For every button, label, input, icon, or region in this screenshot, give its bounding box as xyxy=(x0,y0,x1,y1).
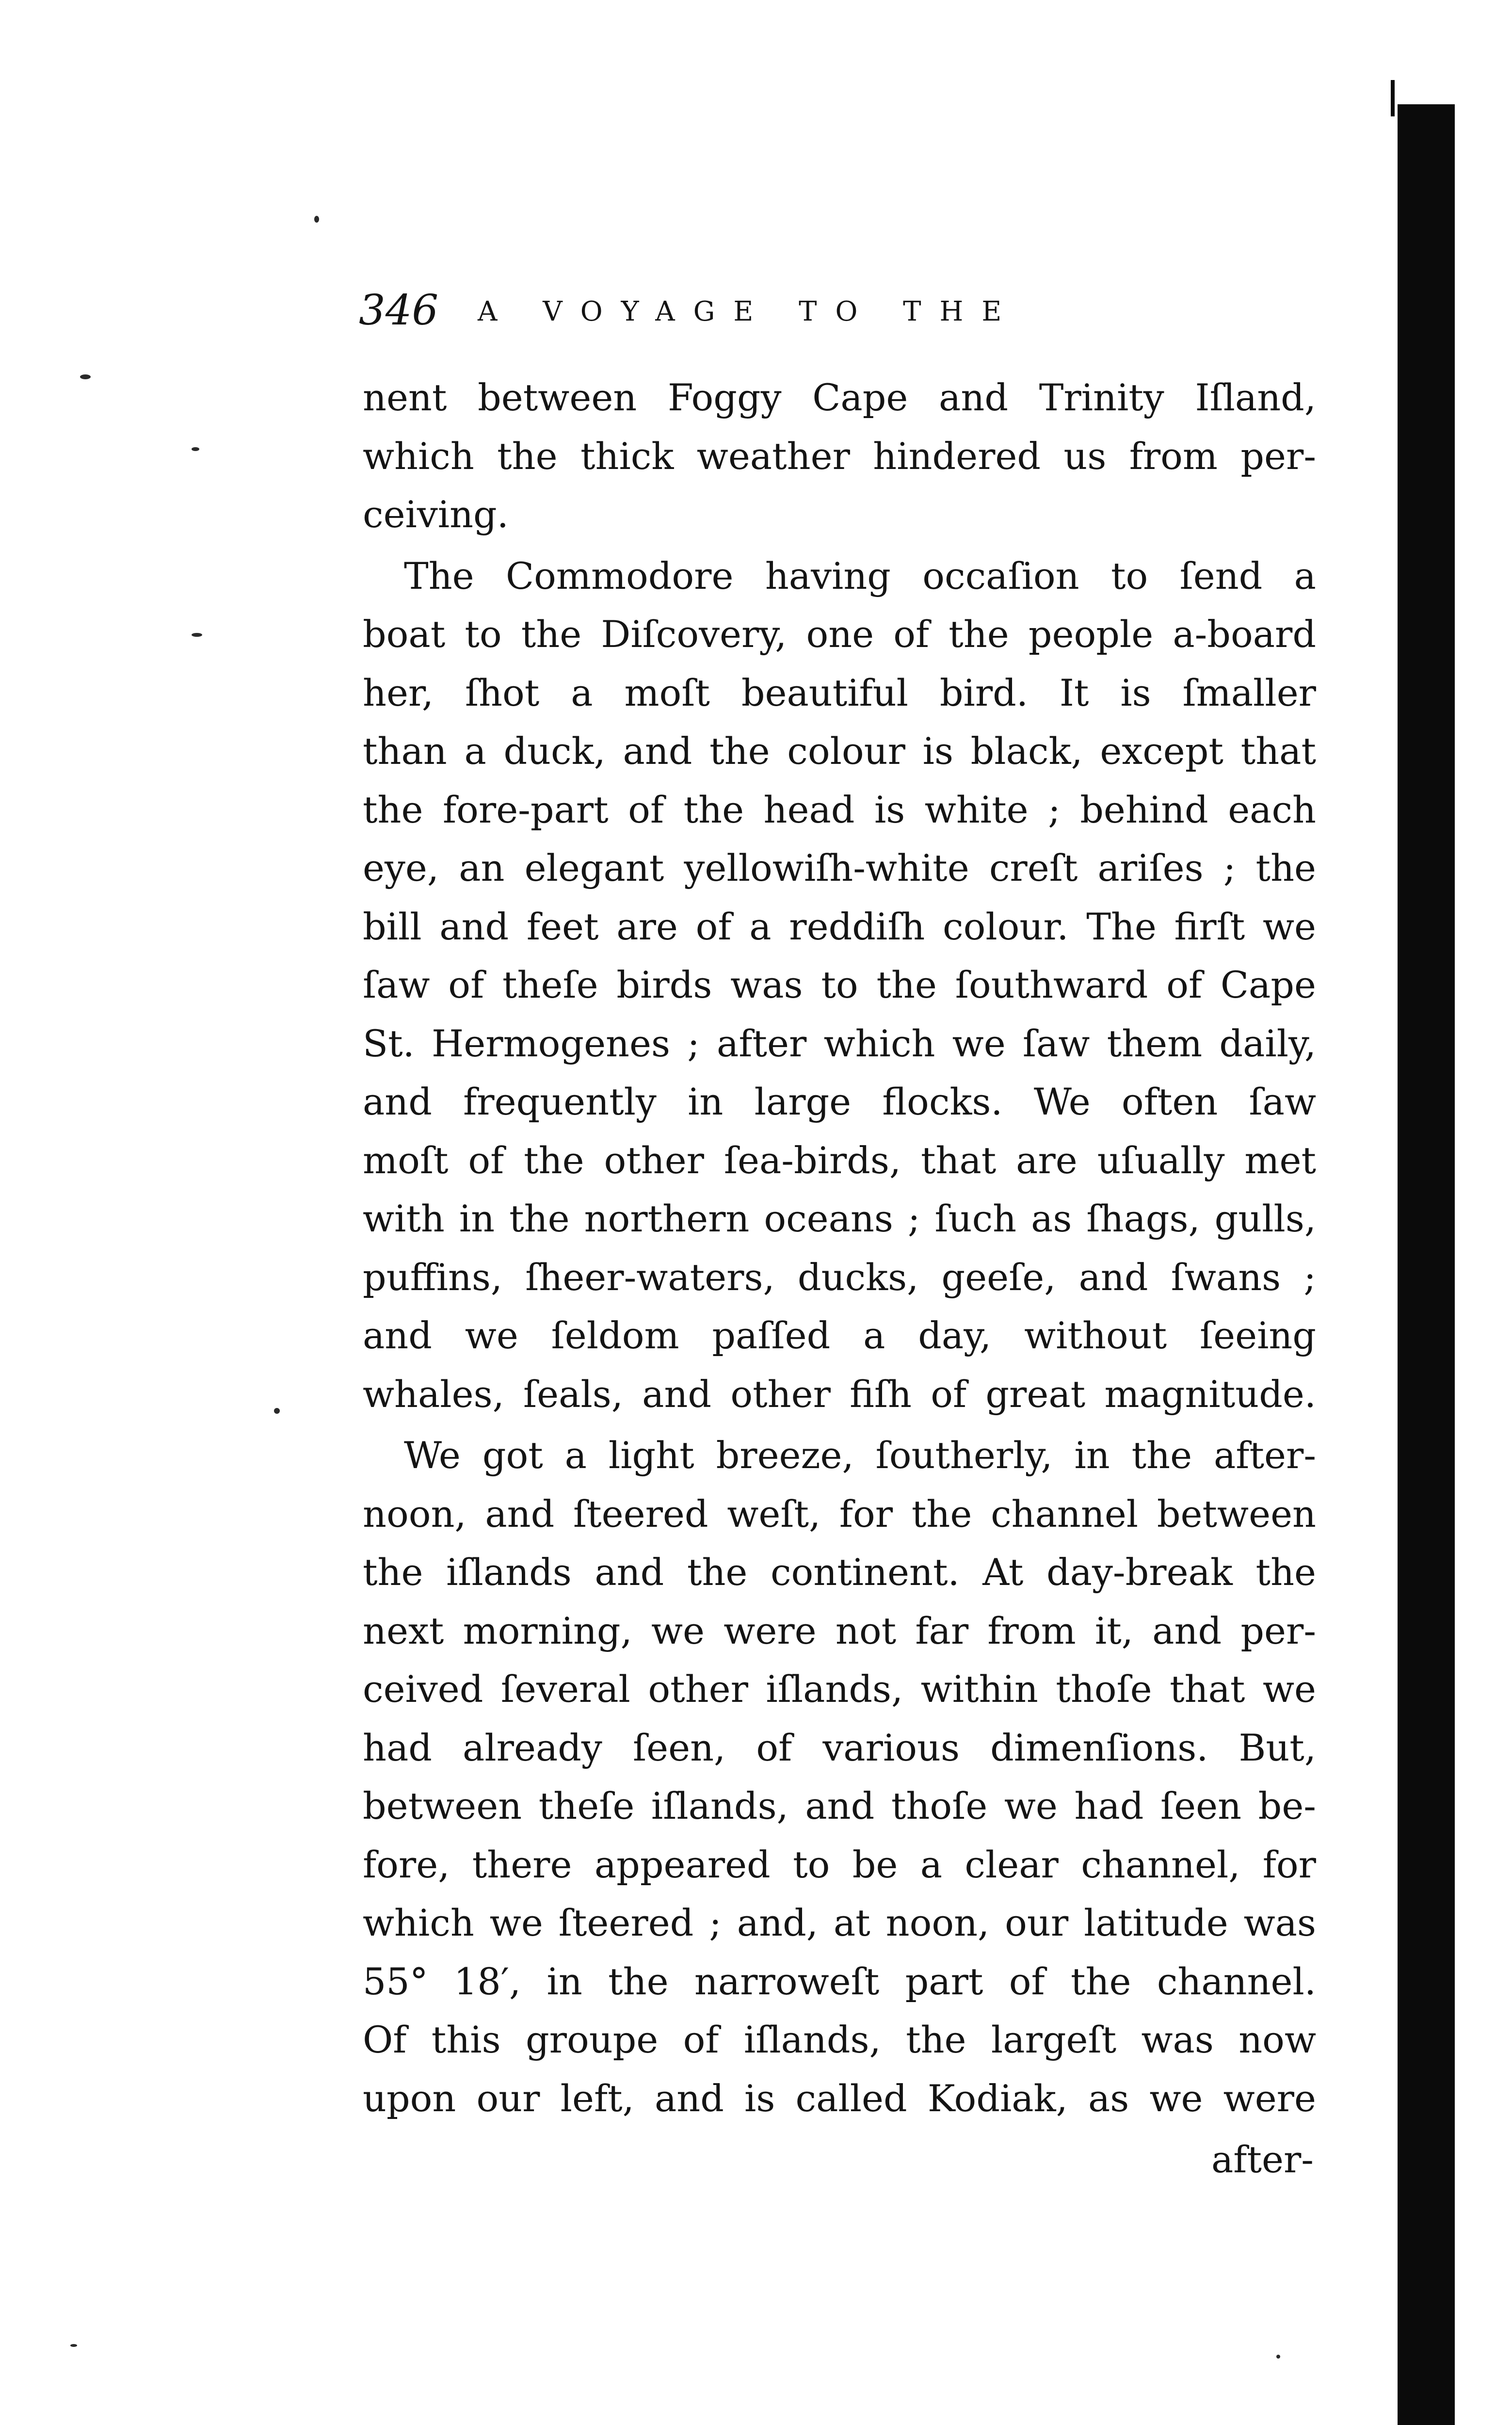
spine-shadow-bar xyxy=(1398,104,1455,2425)
text-line: ceived ſeveral other iſlands, within thoſe that we xyxy=(363,1667,1316,1711)
ink-speck xyxy=(70,2344,77,2347)
text-line: whales, ſeals, and other fiſh of great magnitude. xyxy=(363,1372,1316,1416)
text-line: Of this groupe of iſlands, the largeſt was now xyxy=(363,2018,1316,2061)
text-line: puffins, ſheer-waters, ducks, geeſe, and ſwans ; xyxy=(363,1255,1316,1299)
text-line: bill and feet are of a reddiſh colour. The firſt we xyxy=(363,905,1316,948)
text-line: next morning, we were not far from it, and per- xyxy=(363,1609,1316,1652)
running-head xyxy=(359,284,1115,337)
ink-speck xyxy=(192,633,202,637)
ink-speck xyxy=(314,216,319,223)
text-line: St. Hermogenes ; after which we ſaw them daily, xyxy=(363,1021,1316,1065)
text-line: boat to the Diſcovery, one of the people a-board xyxy=(363,613,1316,656)
spine-tick-mark xyxy=(1391,80,1395,116)
text-line: ceiving. xyxy=(363,493,509,536)
text-line: nent between Foggy Cape and Trinity Iſland, xyxy=(363,376,1316,419)
ink-speck xyxy=(80,374,91,379)
catchword: after- xyxy=(1211,2138,1314,2181)
text-line: which we ſteered ; and, at noon, our latitude was xyxy=(363,1901,1316,1944)
text-line: her, ſhot a moſt beautiful bird. It is ſmaller xyxy=(363,671,1316,714)
text-line: fore, there appeared to be a clear channel, for xyxy=(363,1843,1316,1886)
text-line: and frequently in large flocks. We often ſaw xyxy=(363,1080,1316,1123)
text-line: noon, and ſteered weſt, for the channel between xyxy=(363,1492,1316,1536)
text-line: eye, an elegant yellowiſh-white creſt ariſes ; the xyxy=(363,846,1316,889)
text-line: and we ſeldom paſſed a day, without ſeeing xyxy=(363,1314,1316,1357)
body-text xyxy=(363,369,1316,2128)
text-line: 55° 18′, in the narroweſt part of the channel. xyxy=(363,1959,1316,2003)
text-line: with in the northern oceans ; ſuch as ſhags, gulls, xyxy=(363,1197,1316,1240)
text-line: than a duck, and the colour is black, except that xyxy=(363,729,1316,773)
text-line: which the thick weather hindered us from per- xyxy=(363,434,1316,478)
ink-speck xyxy=(192,447,199,451)
text-line: ſaw of theſe birds was to the ſouthward of Cape xyxy=(363,963,1316,1006)
text-line: the iſlands and the continent. At day-break the xyxy=(363,1551,1316,1594)
running-title: A VOYAGE TO THE xyxy=(478,296,1020,327)
text-line: had already ſeen, of various dimenſions. But, xyxy=(363,1726,1316,1769)
paragraph-first-line: The Commodore having occaſion to ſend a xyxy=(404,554,1316,598)
ink-speck xyxy=(1276,2355,1280,2359)
page-number: 346 xyxy=(359,286,439,335)
text-line: moſt of the other ſea-birds, that are uſually met xyxy=(363,1138,1316,1182)
paragraph-first-line: We got a light breeze, ſoutherly, in the after- xyxy=(404,1434,1316,1477)
ink-speck xyxy=(274,1408,280,1414)
text-line: upon our left, and is called Kodiak, as we were xyxy=(363,2076,1316,2120)
text-line: between theſe iſlands, and thoſe we had ſeen be- xyxy=(363,1784,1316,1827)
text-line: the fore-part of the head is white ; behind each xyxy=(363,788,1316,831)
